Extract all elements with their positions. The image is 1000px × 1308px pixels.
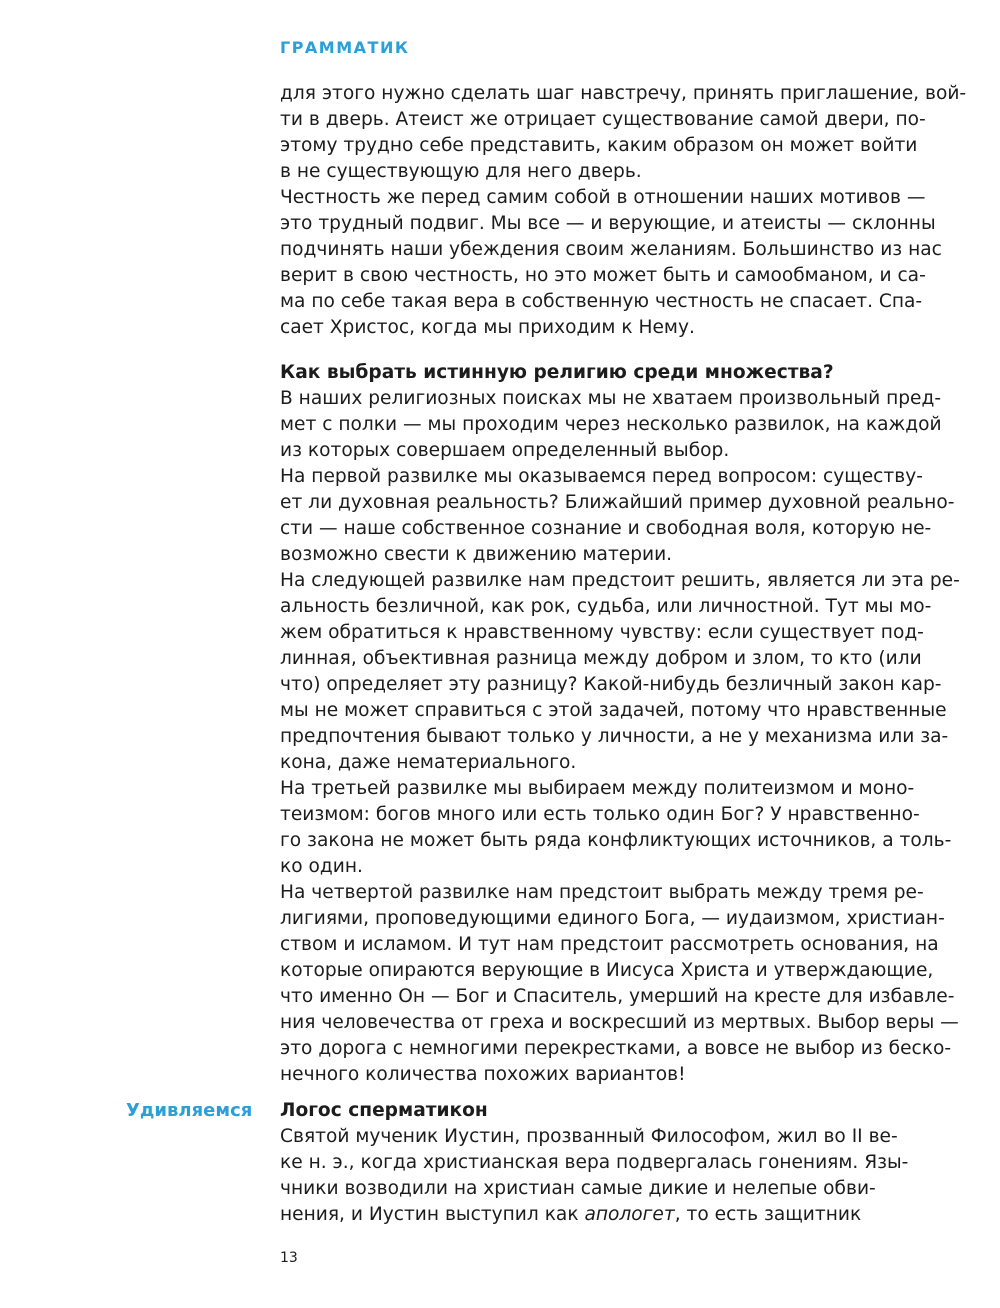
- text-line: мет с полки — мы проходим через несколько развилок, на каждой: [280, 414, 942, 435]
- text-line: возможно свести к движению материи.: [280, 544, 673, 565]
- text-line: подчинять наши убеждения своим желаниям. Большинство из нас: [280, 239, 942, 260]
- text-line: этому трудно себе представить, каким образом он может войти: [280, 135, 918, 156]
- logos-section: [280, 1098, 950, 1228]
- text-line: сти — наше собственное сознание и свободная воля, которую не-: [280, 518, 932, 539]
- text-line: На следующей развилке нам предстоит решить, является ли эта ре-: [280, 570, 960, 591]
- religion-section: [280, 360, 960, 1088]
- text-line: что) определяет эту разницу? Какой-нибудь безличный закон кар-: [280, 674, 942, 695]
- text-line: Святой мученик Иустин, прозванный Философом, жил во II ве-: [280, 1126, 898, 1147]
- section-heading: Как выбрать истинную религию среди множества?: [280, 362, 834, 383]
- text-fragment: нения, и Иустин выступил как: [280, 1204, 585, 1225]
- text-line: альность безличной, как рок, судьба, или личностной. Тут мы мо-: [280, 596, 932, 617]
- text-line: В наших религиозных поисках мы не хватаем произвольный пред-: [280, 388, 942, 409]
- text-line: это дорога с немногими перекрестками, а вовсе не выбор из беско-: [280, 1038, 952, 1059]
- text-line: жем обратиться к нравственному чувству: если существует под-: [280, 622, 924, 643]
- text-line: сает Христос, когда мы приходим к Нему.: [280, 317, 695, 338]
- text-line: мы не может справиться с этой задачей, потому что нравственные: [280, 700, 947, 721]
- text-line: Честность же перед самим собой в отношении наших мотивов —: [280, 187, 926, 208]
- text-line: На четвертой развилке нам предстоит выбрать между тремя ре-: [280, 882, 924, 903]
- text-line: нечного количества похожих вариантов!: [280, 1064, 686, 1085]
- text-line: предпочтения бывают только у личности, а не у механизма или за-: [280, 726, 949, 747]
- text-line: верит в свою честность, но это может быть и самообманом, и са-: [280, 265, 926, 286]
- text-line: кона, даже нематериального.: [280, 752, 577, 773]
- text-line: линная, объективная разница между добром и злом, то кто (или: [280, 648, 922, 669]
- text-line: [280, 1202, 950, 1228]
- text-line: что именно Он — Бог и Спаситель, умерший на кресте для избавле-: [280, 986, 955, 1007]
- text-line: На третьей развилке мы выбираем между политеизмом и моно-: [280, 778, 915, 799]
- text-line: На первой развилке мы оказываемся перед вопросом: существу-: [280, 466, 923, 487]
- text-line: ти в дверь. Атеист же отрицает существование самой двери, по-: [280, 109, 926, 130]
- text-line: ма по себе такая вера в собственную честность не спасает. Спа-: [280, 291, 923, 312]
- text-line: ет ли духовная реальность? Ближайший пример духовной реально-: [280, 492, 955, 513]
- text-line: ством и исламом. И тут нам предстоит рассмотреть основания, на: [280, 934, 939, 955]
- running-head: ГРАММАТИК: [280, 38, 410, 57]
- text-line: лигиями, проповедующими единого Бога, — иудаизмом, христиан-: [280, 908, 945, 929]
- side-label: Удивляемся: [126, 1100, 253, 1121]
- text-line: го закона не может быть ряда конфликтующих источников, а толь-: [280, 830, 952, 851]
- text-line: из которых совершаем определенный выбор.: [280, 440, 730, 461]
- text-line: для этого нужно сделать шаг навстречу, принять приглашение, вой-: [280, 83, 967, 104]
- text-line: ко один.: [280, 856, 363, 877]
- text-fragment: , то есть защитник: [674, 1204, 862, 1225]
- page-number: 13: [280, 1250, 298, 1266]
- text-line: это трудный подвиг. Мы все — и верующие, и атеисты — склонны: [280, 213, 936, 234]
- text-line: ке н. э., когда христианская вера подвергалась гонениям. Язы-: [280, 1152, 909, 1173]
- italic-term: апологет: [584, 1204, 675, 1225]
- text-line: в не существующую для него дверь.: [280, 161, 642, 182]
- text-line: теизмом: богов много или есть только один Бог? У нравственно-: [280, 804, 920, 825]
- text-line: ния человечества от греха и воскресший из мертвых. Выбор веры —: [280, 1012, 959, 1033]
- text-line: чники возводили на христиан самые дикие и нелепые обви-: [280, 1178, 876, 1199]
- section-heading: Логос сперматикон: [280, 1100, 488, 1121]
- text-line: которые опираются верующие в Иисуса Христа и утверждающие,: [280, 960, 934, 981]
- intro-paragraphs: [280, 81, 967, 341]
